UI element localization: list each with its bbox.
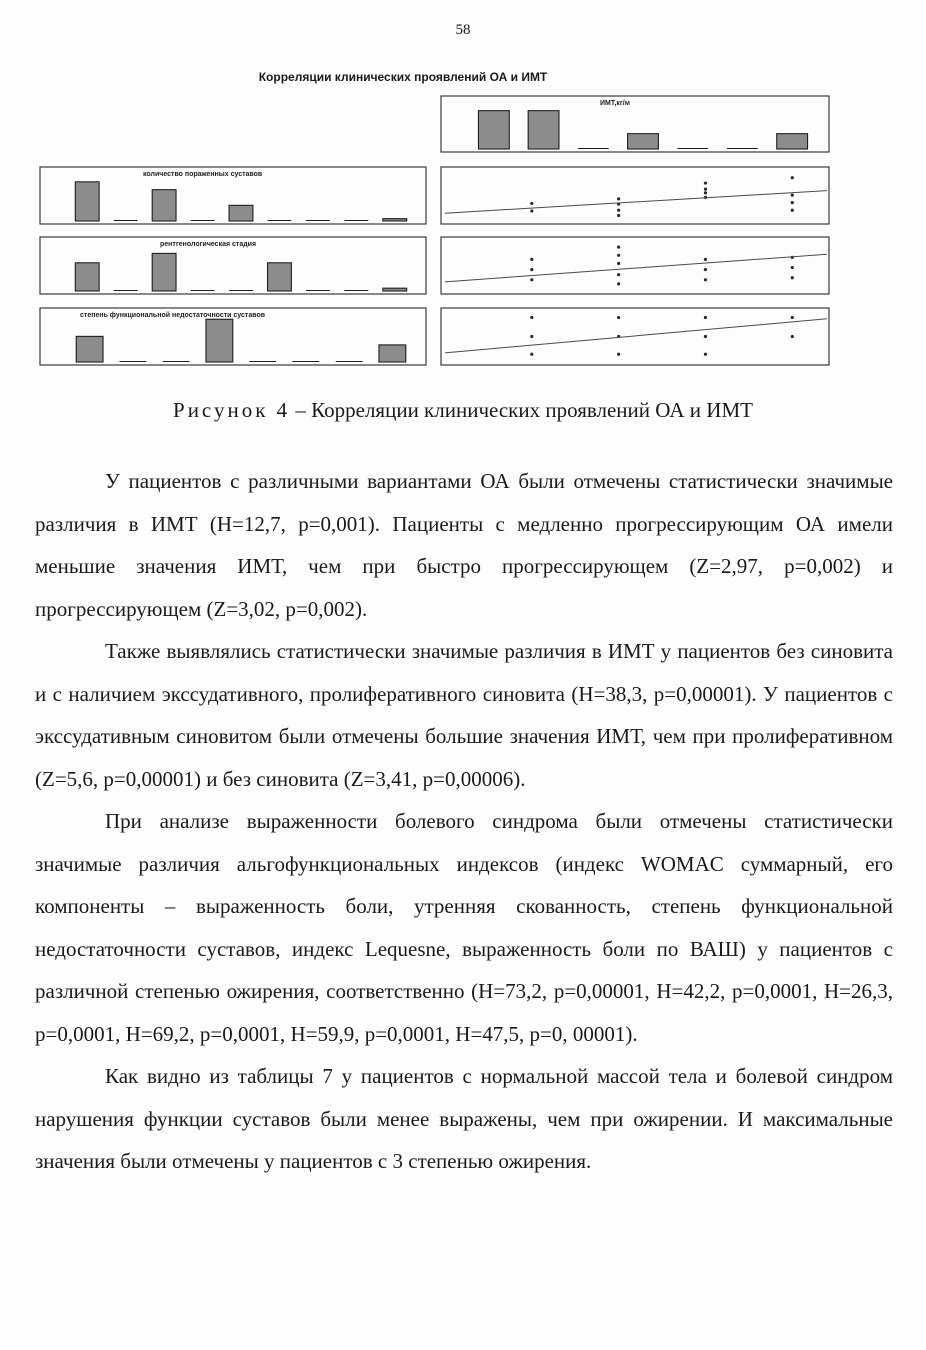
row2-scatter-point bbox=[617, 254, 620, 257]
row3-histogram-bar bbox=[206, 319, 233, 362]
row2-scatter-point bbox=[530, 278, 533, 281]
imt-histogram-bar bbox=[777, 134, 808, 149]
row2-scatter-point bbox=[617, 246, 620, 249]
row3-scatter-point bbox=[704, 335, 707, 338]
imt-histogram-bar bbox=[478, 111, 509, 149]
row1-histogram-bar bbox=[383, 219, 407, 221]
row3-scatter-point bbox=[617, 353, 620, 356]
row2-scatter-point bbox=[704, 258, 707, 261]
row2-scatter-fit-line bbox=[445, 254, 827, 282]
row1-scatter-point bbox=[704, 181, 707, 184]
paragraph-4: Как видно из таблицы 7 у пациентов с нормальной массой тела и болевой синдром нарушения функции суставов были менее выражены, чем при ожирении. И максимальные значения были отмечены у пациентов с 3 степенью ожирения. bbox=[35, 1064, 893, 1173]
row1-scatter-point bbox=[704, 191, 707, 194]
row2-histogram-bar bbox=[383, 288, 407, 291]
row1-histogram-label: количество пораженных суставов bbox=[143, 171, 263, 178]
row3-scatter-point bbox=[791, 316, 794, 319]
row2-scatter-point bbox=[704, 268, 707, 271]
row2-histogram-bar bbox=[268, 263, 292, 291]
page-number: 58 bbox=[455, 22, 471, 38]
row2-scatter-point bbox=[617, 282, 620, 285]
row3-scatter-frame bbox=[441, 308, 829, 365]
row3-scatter-fit-line bbox=[445, 319, 827, 353]
row2-scatter-point bbox=[704, 278, 707, 281]
row2-histogram-bar bbox=[152, 253, 176, 291]
row2-scatter-point bbox=[617, 273, 620, 276]
imt-histogram-label: ИМТ,кг/м bbox=[600, 100, 630, 107]
row1-histogram-bar bbox=[229, 205, 253, 221]
row3-scatter-point bbox=[617, 316, 620, 319]
row1-scatter-point bbox=[617, 214, 620, 217]
chart-title: Корреляции клинических проявлений ОА и ИМТ bbox=[258, 70, 548, 84]
row3-scatter-point bbox=[530, 353, 533, 356]
row2-histogram-bar bbox=[75, 263, 99, 291]
row3-scatter-point bbox=[704, 316, 707, 319]
row1-scatter-frame bbox=[441, 167, 829, 224]
row2-scatter-point bbox=[530, 258, 533, 261]
row1-scatter-point bbox=[791, 176, 794, 179]
paragraph-2: Также выявлялись статистически значимые различия в ИМТ у пациентов без синовита и с наличием экссудативного, пролиферативного синовита (H=38,3, p=0,00001). У пациентов с экссудативным синовитом были отмечены большие значения ИМТ, чем при пролиферативном (Z=5,6, p=0,00001) и без синовита (Z=3,41, p=0,00006). bbox=[35, 639, 893, 791]
row3-scatter-point bbox=[530, 335, 533, 338]
row3-histogram-bar bbox=[379, 345, 406, 362]
paragraph-3: При анализе выраженности болевого синдрома были отмечены статистически значимые различия альгофункциональных индексов (индекс WOMAC суммарный, его компоненты – выраженность боли, утренняя скованность, степень функциональной недостаточности суставов, индекс Lequesne, выраженность боли по ВАШ) у пациентов с различной степенью ожирения, соответственно (H=73,2, p=0,00001, H=42,2, p=0,0001, H=26,3, p=0,0001, H=69,2, p=0,0001, H=59,9, p=0,0001, H=47,5, p=0, 00001). bbox=[35, 809, 893, 1046]
row2-scatter-point bbox=[791, 276, 794, 279]
body-text bbox=[35, 460, 893, 1183]
row1-scatter-point bbox=[791, 209, 794, 212]
row1-scatter-point bbox=[791, 194, 794, 197]
row2-scatter-point bbox=[617, 262, 620, 265]
row1-scatter-point bbox=[617, 209, 620, 212]
row1-scatter-point bbox=[791, 201, 794, 204]
row1-scatter-point bbox=[704, 187, 707, 190]
imt-histogram-bar bbox=[528, 111, 559, 149]
row2-scatter-point bbox=[791, 266, 794, 269]
row1-histogram-bar bbox=[75, 182, 99, 221]
row1-scatter-point bbox=[617, 197, 620, 200]
figure-caption bbox=[0, 398, 926, 423]
figure-caption-text: Корреляции клинических проявлений ОА и ИМТ bbox=[311, 398, 753, 422]
row2-scatter-frame bbox=[441, 237, 829, 294]
row3-histogram-bar bbox=[76, 336, 103, 362]
row3-scatter-point bbox=[530, 316, 533, 319]
figure-caption-prefix: Рисунок 4 bbox=[173, 398, 291, 422]
row3-scatter-point bbox=[704, 353, 707, 356]
row1-scatter-fit-line bbox=[445, 191, 827, 214]
correlation-matrix-figure bbox=[0, 0, 926, 380]
row3-histogram-label: степень функциональной недостаточности суставов bbox=[80, 312, 266, 319]
row1-scatter-point bbox=[530, 202, 533, 205]
row2-scatter-point bbox=[530, 268, 533, 271]
row2-histogram-label: рентгенологическая стадия bbox=[160, 241, 257, 248]
row1-histogram-bar bbox=[152, 190, 176, 221]
imt-histogram-bar bbox=[628, 134, 659, 149]
row1-scatter-point bbox=[530, 209, 533, 212]
row3-scatter-point bbox=[791, 335, 794, 338]
figure-caption-dash: – bbox=[290, 398, 312, 422]
paragraph-1: У пациентов с различными вариантами ОА были отмечены статистически значимые различия в ИМТ (H=12,7, p=0,001). Пациенты с медленно прогрессирующим ОА имели меньшие значения ИМТ, чем при быстро прогрессирующем (Z=2,97, p=0,002) и прогрессирующем (Z=3,02, p=0,002). bbox=[35, 469, 893, 621]
